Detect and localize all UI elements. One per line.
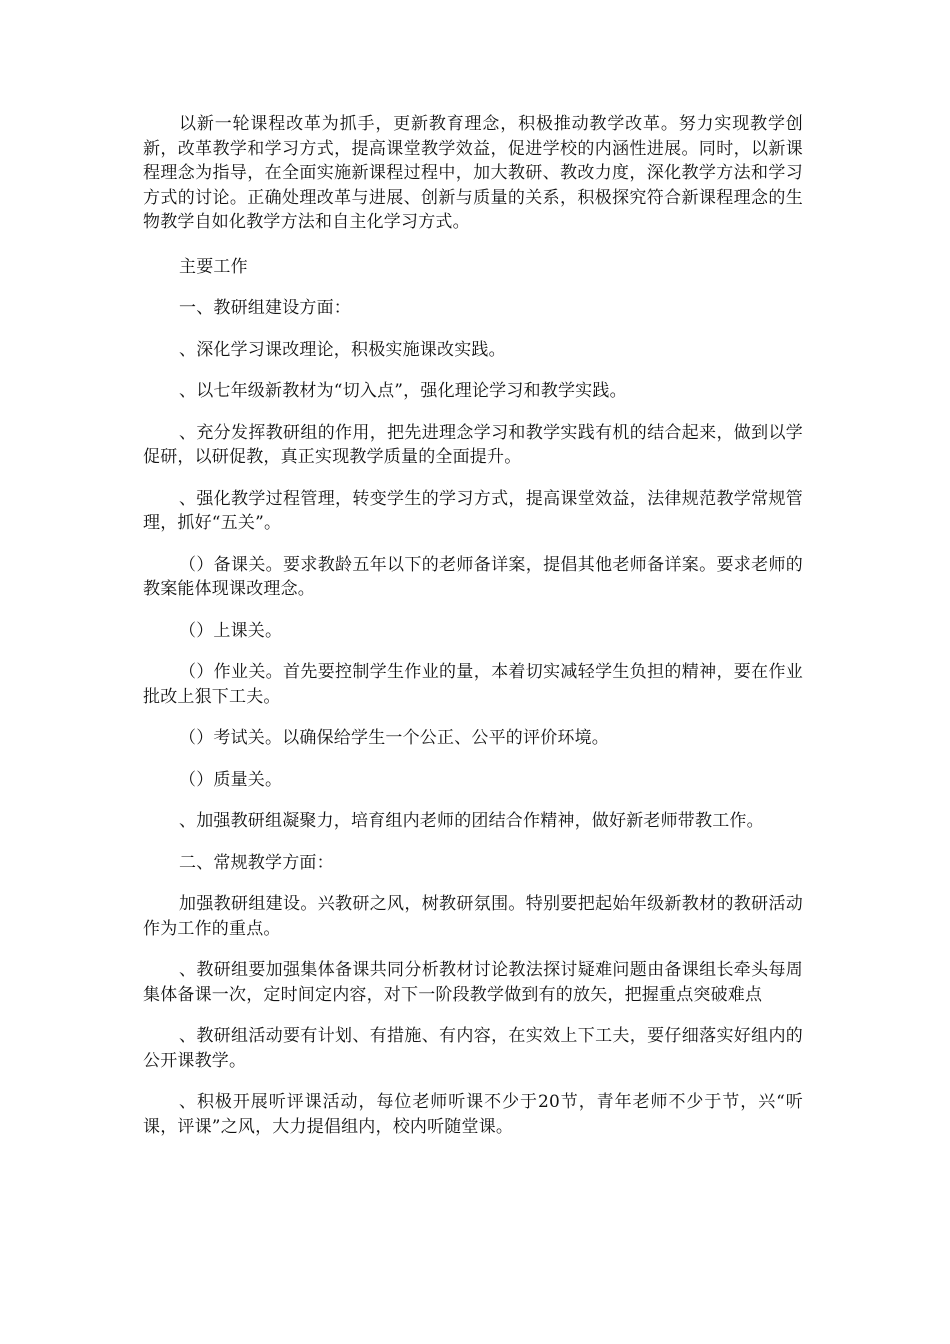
list-item: 、强化教学过程管理，转变学生的学习方式，提高课堂效益，法律规范教学常规管理，抓好“五关”。 — [143, 488, 803, 533]
sub-list-item: （）备课关。要求教龄五年以下的老师备详案，提倡其他老师备详案。要求老师的教案能体现课改理念。 — [143, 554, 803, 599]
intro-paragraph: 以新一轮课程改革为抓手，更新教育理念，积极推动教学改革。努力实现教学创新，改革教学和学习方式，提高课堂教学效益，促进学校的内涵性进展。同时，以新课程理念为指导，在全面实施新课程过程中，加大教研、教改力度，深化教学方法和学习方式的讨论。正确处理改革与进展、创新与质量的关系，积极探究符合新课程理念的生物教学自如化教学方法和自主化学习方式。 — [143, 114, 803, 232]
list-item: 、教研组活动要有计划、有措施、有内容，在实效上下工夫，要仔细落实好组内的公开课教学。 — [143, 1026, 803, 1071]
document-page — [143, 112, 803, 1156]
list-item: 、充分发挥教研组的作用，把先进理念学习和教学实践有机的结合起来，做到以学促研，以研促教，真正实现教学质量的全面提升。 — [143, 422, 803, 467]
section-heading-main-work: 主要工作 — [179, 256, 248, 277]
body-paragraph: 加强教研组建设。兴教研之风，树教研氛围。特别要把起始年级新教材的教研活动作为工作的重点。 — [143, 894, 803, 939]
list-item: 、深化学习课改理论，积极实施课改实践。 — [179, 339, 506, 360]
list-item: 、以七年级新教材为“切入点”，强化理论学习和教学实践。 — [179, 381, 627, 401]
sub-list-item: （）上课关。 — [179, 620, 283, 641]
section-heading-routine-teaching: 二、常规教学方面： — [179, 852, 334, 873]
sub-list-item: （）质量关。 — [179, 769, 283, 790]
sub-list-item: （）作业关。首先要控制学生作业的量，本着切实减轻学生负担的精神，要在作业批改上狠下工夫。 — [143, 662, 803, 707]
list-item: 、积极开展听评课活动，每位老师听课不少于20节，青年老师不少于节，兴“听课，评课”之风，大力提倡组内，校内听随堂课。 — [143, 1092, 803, 1137]
list-item: 、加强教研组凝聚力，培育组内老师的团结合作精神，做好新老师带教工作。 — [179, 811, 764, 831]
list-item: 、教研组要加强集体备课共同分析教材讨论教法探讨疑难问题由备课组长牵头每周集体备课一次，定时间定内容，对下一阶段教学做到有的放矢，把握重点突破难点 — [143, 960, 803, 1005]
sub-list-item: （）考试关。以确保给学生一个公正、公平的评价环境。 — [179, 728, 609, 748]
section-heading-teaching-group: 一、教研组建设方面： — [179, 298, 351, 318]
